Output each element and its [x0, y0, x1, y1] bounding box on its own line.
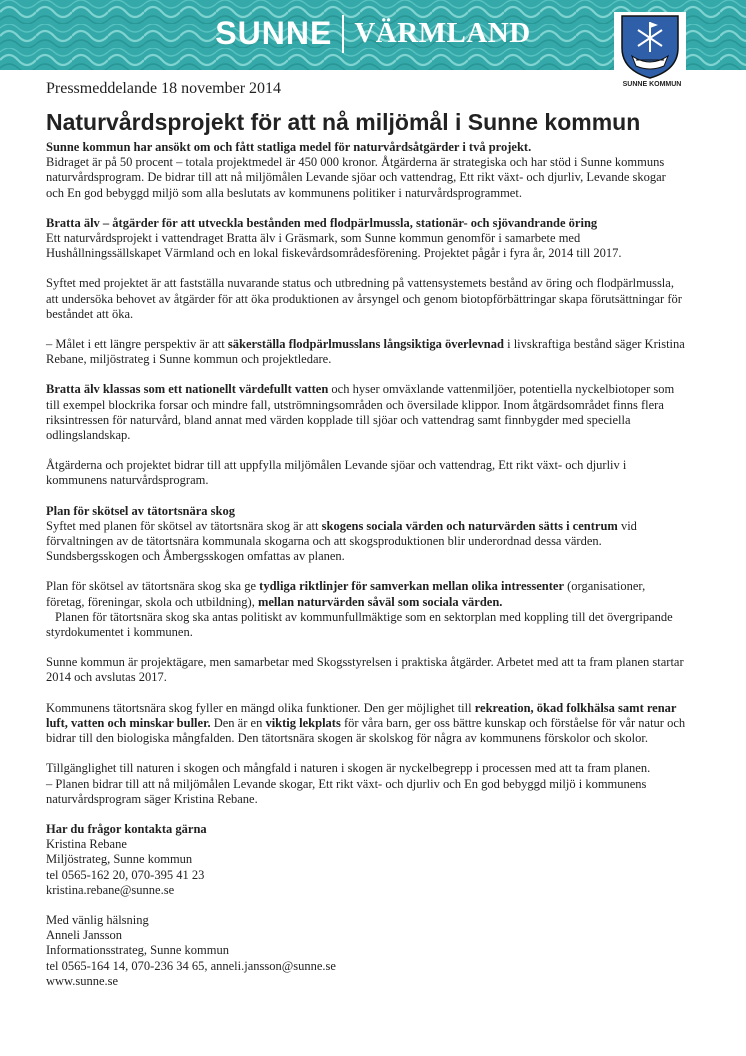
contact-email[interactable]: kristina.rebane@sunne.se: [46, 882, 175, 897]
text-run: Plan för skötsel av tätortsnära skog ska ge: [46, 579, 260, 594]
contact-name: Kristina Rebane: [46, 837, 127, 852]
text-run: Den är en: [210, 715, 266, 730]
section2-p5: [46, 701, 686, 747]
brand-divider: [342, 15, 344, 53]
contact-block: [46, 822, 686, 898]
section1-p1: Ett naturvårdsprojekt i vattendraget Bratta älv i Gräsmark, som Sunne kommun genomför i samarbete med Hushållningssällskapet Värmland och en lokal fiskevårdsområdesförening. Projektet pågår i fyra år, 2014 till 2017.: [46, 231, 622, 261]
closing-greeting: Med vänlig hälsning: [46, 912, 149, 927]
text-emphasis: rekreation, ökad folkhälsa samt renar luft, vatten och minskar buller.: [46, 700, 677, 730]
text-emphasis: viktig lekplats: [265, 715, 341, 730]
section1-p2: Syftet med projektet är att fastställa nuvarande status och utbredning på vattensystemets bestånd av öring och flodpärlmussla, att undersöka behovet av åtgärder för att öka produktionen av årsyngel och genom biotopförbättringar skapa förutsättningar för beståndet att öka.: [46, 276, 682, 321]
closing-role: Informationsstrateg, Sunne kommun: [46, 943, 229, 958]
text-emphasis: tydliga riktlinjer för samverkan mellan olika intressenter: [259, 579, 564, 594]
section2-p4: Sunne kommun är projektägare, men samarbetar med Skogsstyrelsen i praktiska åtgärder. Arbetet med att ta fram planen startar 2014 och avslutas 2017.: [46, 655, 684, 685]
contact-phone: tel 0565-162 20, 070-395 41 23: [46, 867, 205, 882]
text-run: Syftet med planen för skötsel av tätortsnära skog är att: [46, 518, 322, 533]
section2-heading: Plan för skötsel av tätortsnära skog: [46, 503, 236, 518]
press-date: Pressmeddelande 18 november 2014: [46, 80, 282, 97]
contact-heading: Har du frågor kontakta gärna: [46, 821, 207, 836]
text-emphasis: mellan naturvärden såväl som sociala värden.: [257, 594, 503, 609]
text-emphasis: Bratta älv klassas som ett nationellt värdefullt vatten: [46, 382, 329, 397]
text-run: Kommunens tätortsnära skog fyller en mängd olika funktioner. Den ger möjlighet till: [46, 700, 475, 715]
website-link[interactable]: www.sunne.se: [46, 973, 119, 988]
intro-paragraph: [46, 140, 686, 201]
intro-lead: Sunne kommun har ansökt om och fått statliga medel för naturvårdsåtgärder i två projekt.: [46, 140, 532, 154]
section2-p3: Planen för tätortsnära skog ska antas politiskt av kommunfullmäktige som en sektorplan med koppling till det övergripande styrdokumentet i kommunen.: [46, 609, 673, 640]
section1-p4: [46, 382, 686, 443]
closing-block: [46, 913, 686, 989]
section2-p6-p7: [46, 761, 686, 807]
text-run: vid förvaltningen av de tätortsnära kommunala skogarna och att skogsproduktionen blir underordnad dessa värden. Sundsbergsskogen och Åmbergsskogen omfattas av planen.: [46, 518, 637, 564]
section1-heading: Bratta älv – åtgärder för att utveckla bestånden med flodpärlmussla, stationär- och sjövandrande öring: [46, 215, 598, 230]
text-run: – Målet i ett längre perspektiv är att: [46, 337, 228, 352]
text-emphasis: säkerställa flodpärlmusslans långsiktiga överlevnad: [227, 337, 504, 352]
page-title: Naturvårdsprojekt för att nå miljömål i Sunne kommun: [46, 109, 641, 135]
section2-p6: Tillgänglighet till naturen i skogen och mångfald i naturen i skogen är nyckelbegrepp i processen med att ta fram planen.: [46, 761, 651, 776]
text-run: (organisationer, företag, föreningar, skola och utbildning),: [46, 579, 646, 609]
closing-name: Anneli Jansson: [46, 928, 123, 943]
brand-left: SUNNE: [215, 15, 333, 52]
section2-p2: [46, 579, 686, 609]
contact-role: Miljöstrateg, Sunne kommun: [46, 852, 193, 867]
section1-p5: Åtgärderna och projektet bidrar till att uppfylla miljömålen Levande sjöar och vattendrag, Ett rikt växt- och djurliv i kommunens naturvårdsprogram.: [46, 458, 627, 488]
section1-p3: [46, 337, 686, 367]
text-emphasis: skogens sociala värden och naturvärden sätts i centrum: [321, 518, 618, 533]
closing-contact[interactable]: tel 0565-164 14, 070-236 34 65, anneli.jansson@sunne.se: [46, 958, 336, 973]
intro-body: Bidraget är på 50 procent – totala projektmedel är 450 000 kronor. Åtgärderna är strategiska och har stöd i Sunne kommuns naturvårdsprogram. De bidrar till att nå miljömålen Levande sjöar och vattendrag, Ett rikt växt- och djurliv, Levande skogar och En god bebyggd miljö som alla beslutats av kommunens politiker i naturvårdsprogrammet.: [46, 155, 666, 200]
crest-label: SUNNE KOMMUN: [622, 81, 682, 88]
brand-right: VÄRMLAND: [354, 17, 531, 50]
article-body: [46, 140, 686, 1004]
section2-intro: [46, 504, 686, 565]
section2-p7: – Planen bidrar till att nå miljömålen Levande skogar, Ett rikt växt- och djurliv och En god bebyggd miljö i kommunens naturvårdsprogram säger Kristina Rebane.: [46, 776, 647, 806]
text-run: i livskraftiga bestånd säger Kristina Rebane, miljöstrateg i Sunne kommun och projektledare.: [46, 337, 685, 367]
section1-intro: [46, 216, 686, 262]
text-run: för våra barn, ger oss bättre kunskap och förståelse för vår natur och bidrar till den biologiska mångfalden. Den tätortsnära skogen är skolskog för några av kommunens förskolor och skolor.: [46, 715, 686, 746]
text-run: och hyser omväxlande vattenmiljöer, potentiella nyckelbiotoper som till exempel blockrika forsar och mindre fall, utströmningsområden och översilade klippor. Inom åtgärdsområdet finns flera riksintressen för naturvård, bland annat med värden kopplade till sjöar och vattendrag samt finnbygder med speciella odlingslandskap.: [46, 382, 675, 443]
